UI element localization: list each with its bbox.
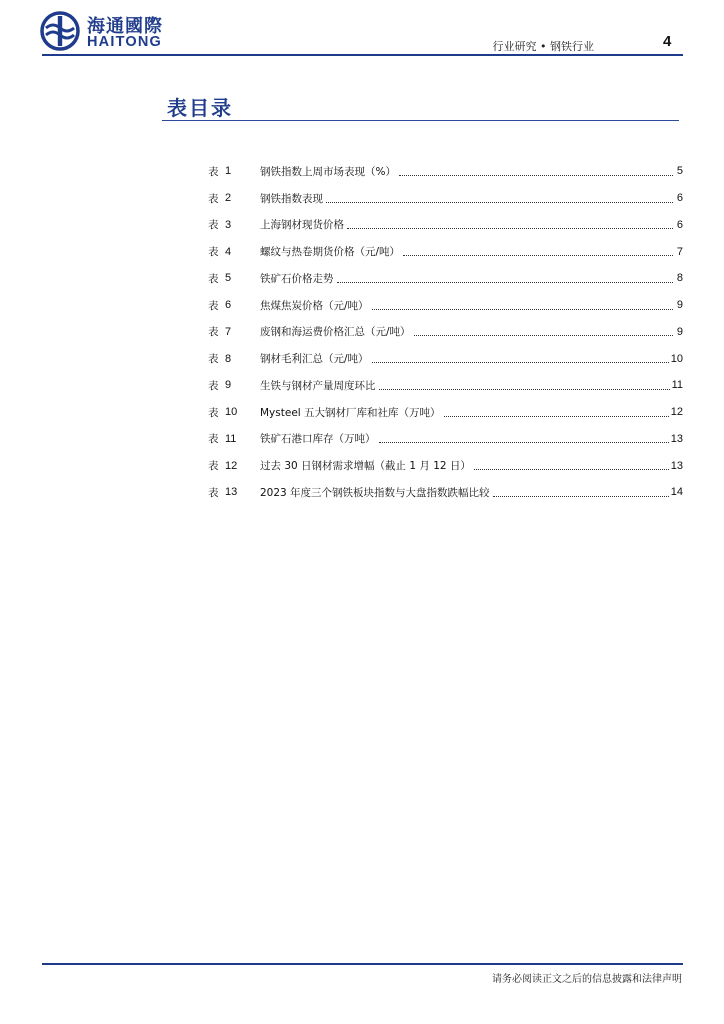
toc-entry[interactable]: [208, 452, 683, 479]
toc-entry-title: 焦煤焦炭价格（元/吨）: [260, 299, 369, 312]
toc-entry-prefix: 表: [208, 406, 219, 419]
toc-entry-page: 6: [676, 192, 683, 205]
toc-entry-prefix: 表: [208, 192, 219, 205]
toc-entry-leader-dots: [337, 282, 674, 283]
toc-entry-number: 8: [225, 352, 232, 365]
toc-entry-leader-dots: [326, 202, 673, 203]
toc-entry-page: 10: [670, 352, 683, 365]
toc-entry-page: 9: [676, 325, 683, 338]
toc-entry-number: 1: [225, 165, 232, 178]
toc-entry-number: 5: [225, 272, 232, 285]
toc-entry-prefix: 表: [208, 246, 219, 259]
toc-entry-prefix: 表: [208, 486, 219, 499]
toc-entry-leader-dots: [399, 175, 673, 176]
toc-entry-prefix: 表: [208, 353, 219, 366]
toc-title-divider: [162, 120, 679, 121]
toc-entry[interactable]: [208, 238, 683, 265]
toc-entry-title: 钢材毛利汇总（元/吨）: [260, 353, 369, 366]
toc-entry-page: 5: [676, 165, 683, 178]
toc-entry-prefix: 表: [208, 272, 219, 285]
toc-entry-number: 9: [225, 379, 232, 392]
toc-entry-number: 2: [225, 192, 232, 205]
toc-entry-leader-dots: [403, 255, 673, 256]
toc-entry-title: Mysteel 五大钢材厂库和社库（万吨）: [260, 406, 441, 419]
toc-entry-leader-dots: [379, 389, 670, 390]
toc-entry-page: 11: [671, 379, 683, 392]
toc-entry[interactable]: [208, 372, 683, 399]
toc-entry[interactable]: [208, 399, 683, 426]
logo-chinese-name: 海通國際: [87, 16, 163, 37]
toc-entry-title: 铁矿石价格走势: [260, 272, 334, 285]
toc-entry[interactable]: [208, 265, 683, 292]
toc-entry-number: 4: [225, 245, 232, 258]
toc-entry-leader-dots: [474, 469, 669, 470]
toc-entry-page: 6: [676, 218, 683, 231]
toc-entry-number: 10: [225, 406, 238, 419]
toc-entry-prefix: 表: [208, 433, 219, 446]
footer-divider: [42, 963, 683, 965]
toc-entry-page: 7: [676, 245, 683, 258]
toc-entry[interactable]: [208, 185, 683, 212]
toc-entry-leader-dots: [379, 442, 669, 443]
toc-entry-prefix: 表: [208, 460, 219, 473]
toc-entry[interactable]: [208, 212, 683, 239]
toc-entry-title: 过去 30 日钢材需求增幅（截止 1 月 12 日）: [260, 460, 471, 473]
page-number: 4: [663, 33, 672, 50]
toc-entry-page: 14: [670, 486, 683, 499]
toc-entry[interactable]: [208, 479, 683, 506]
footer-disclaimer: 请务必阅读正文之后的信息披露和法律声明: [492, 974, 682, 985]
toc-entry-title: 铁矿石港口库存（万吨）: [260, 433, 376, 446]
toc-entry-page: 13: [670, 432, 683, 445]
toc-entry-number: 12: [225, 459, 238, 472]
header-divider: [42, 54, 683, 56]
toc-entry-prefix: 表: [208, 326, 219, 339]
toc-entry-leader-dots: [372, 362, 669, 363]
toc-entry-leader-dots: [347, 228, 673, 229]
toc-entry-number: 11: [225, 432, 237, 445]
toc-entry-leader-dots: [372, 309, 673, 310]
toc-entry[interactable]: [208, 426, 683, 453]
toc-entry[interactable]: [208, 158, 683, 185]
toc-entry-number: 13: [225, 486, 238, 499]
haitong-logo: [40, 10, 180, 54]
logo-english-name: HAITONG: [87, 34, 162, 50]
toc-entry-prefix: 表: [208, 165, 219, 178]
toc-entry-number: 3: [225, 218, 232, 231]
toc-entry-page: 13: [670, 459, 683, 472]
header-category: 行业研究 • 钢铁行业: [492, 40, 594, 53]
toc-entry-leader-dots: [493, 496, 669, 497]
toc-entry-title: 上海钢材现货价格: [260, 219, 344, 232]
toc-entry-title: 2023 年度三个钢铁板块指数与大盘指数跌幅比较: [260, 486, 490, 499]
toc-entry-page: 8: [676, 272, 683, 285]
toc-entry-title: 废钢和海运费价格汇总（元/吨）: [260, 326, 411, 339]
toc-list: [208, 158, 683, 506]
toc-entry-title: 螺纹与热卷期货价格（元/吨）: [260, 246, 401, 259]
toc-entry-title: 钢铁指数上周市场表现（%）: [260, 165, 396, 178]
toc-entry-number: 7: [225, 325, 232, 338]
toc-entry[interactable]: [208, 292, 683, 319]
toc-entry-prefix: 表: [208, 379, 219, 392]
toc-entry-leader-dots: [444, 416, 669, 417]
haitong-logo-icon: [40, 11, 80, 51]
toc-entry-leader-dots: [414, 335, 673, 336]
toc-entry-title: 生铁与钢材产量周度环比: [260, 379, 376, 392]
toc-entry[interactable]: [208, 345, 683, 372]
toc-entry[interactable]: [208, 319, 683, 346]
toc-entry-prefix: 表: [208, 219, 219, 232]
toc-entry-page: 9: [676, 299, 683, 312]
toc-entry-page: 12: [670, 406, 683, 419]
toc-title: 表目录: [167, 96, 233, 120]
toc-entry-number: 6: [225, 299, 232, 312]
toc-entry-title: 钢铁指数表现: [260, 192, 323, 205]
toc-entry-prefix: 表: [208, 299, 219, 312]
